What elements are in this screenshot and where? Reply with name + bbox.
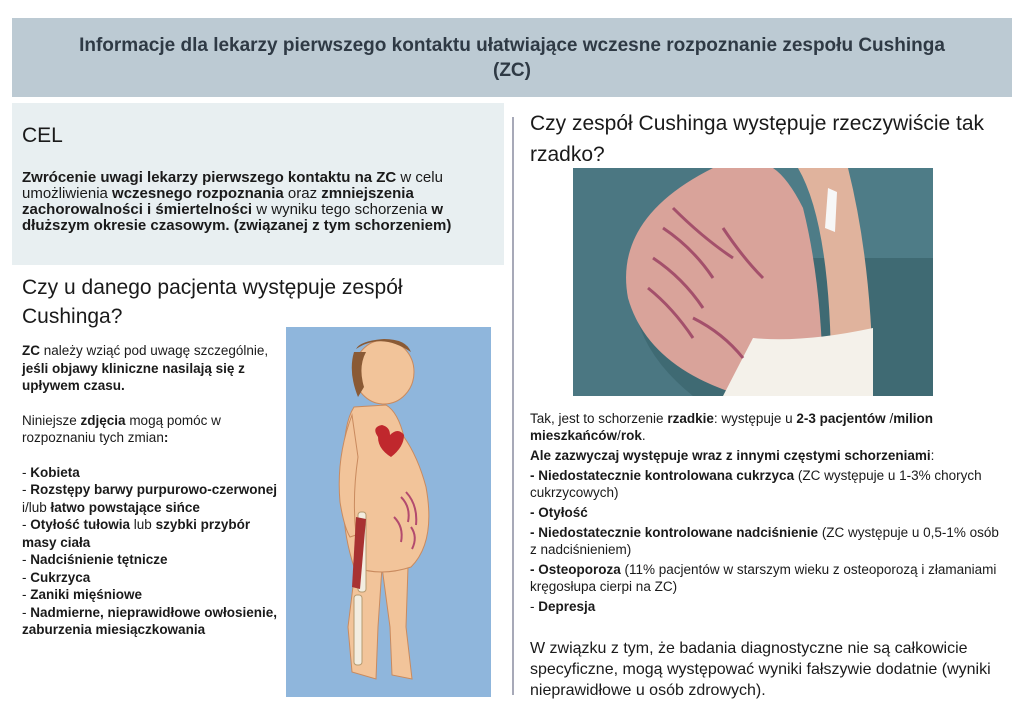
symptoms-text: ZC należy wziąć pod uwagę szczególnie, jeśli objawy kliniczne nasilają się z upływem czasu. Niniejsze zdjęcia mogą pomóc w rozpoznaniu tych zmian: - Kobieta - Rozstępy barwy purpurowo-czerwonej i/lub łatwo powstające sińce - Otyłość tułowia lub szybki przybór masy ciała - Nadciśnienie tętnicze - Cukrzyca - Zaniki mięśniowe - Nadmierne, nieprawidłowe owłosienie, zaburzenia miesiączkowania (22, 343, 278, 637)
conclusion-text: W związku z tym, że badania diagnostyczne nie są całkowicie specyficzne, mogą występować wyniki fałszywie dodatnie (wyniki nieprawidłowe u osób zdrowych). (530, 640, 991, 699)
abdominal-striae-photo (573, 168, 933, 396)
page-title: Informacje dla lekarzy pierwszego kontaktu ułatwiające wczesne rozpoznanie zespołu Cushinga (ZC) (79, 34, 945, 81)
body-figure-svg (286, 327, 491, 697)
header-banner (12, 18, 1012, 97)
cel-text: Zwrócenie uwagi lekarzy pierwszego kontaktu na ZC w celu umożliwienia wczesnego rozpoznania oraz zmniejszenia zachorowalności i śmiertelności w wyniku tego schorzenia w dłuższym okresie czasowym. (związanej z tym schorzeniem) (22, 169, 452, 234)
striae-photo-svg (573, 168, 933, 396)
question-rarity-heading: Czy zespół Cushinga występuje rzeczywiście tak rzadko? (530, 112, 985, 166)
cel-heading: CEL (22, 124, 63, 147)
column-divider (512, 117, 514, 695)
question-diagnosis-heading: Czy u danego pacjenta występuje zespół Cushinga? (22, 276, 403, 328)
cushing-body-illustration (286, 327, 491, 697)
prevalence-text: Tak, jest to schorzenie rzadkie: występuje u 2-3 pacjentów /milion mieszkańców/rok. Ale zazwyczaj występuje wraz z innymi częstymi schorzeniami: - Niedostatecznie kontrolowana cukrzyca (ZC występuje u 1-3% chorych cukrzycowych) - Otyłość - Niedostatecznie kontrolowane nadciśnienie (ZC występuje u 0,5-1% osób z nadciśnieniem) - Osteoporoza (11% pacjentów w starszym wieku z osteoporozą i złamaniami kręgosłupa cierpi na ZC) - Depresja (530, 411, 999, 614)
